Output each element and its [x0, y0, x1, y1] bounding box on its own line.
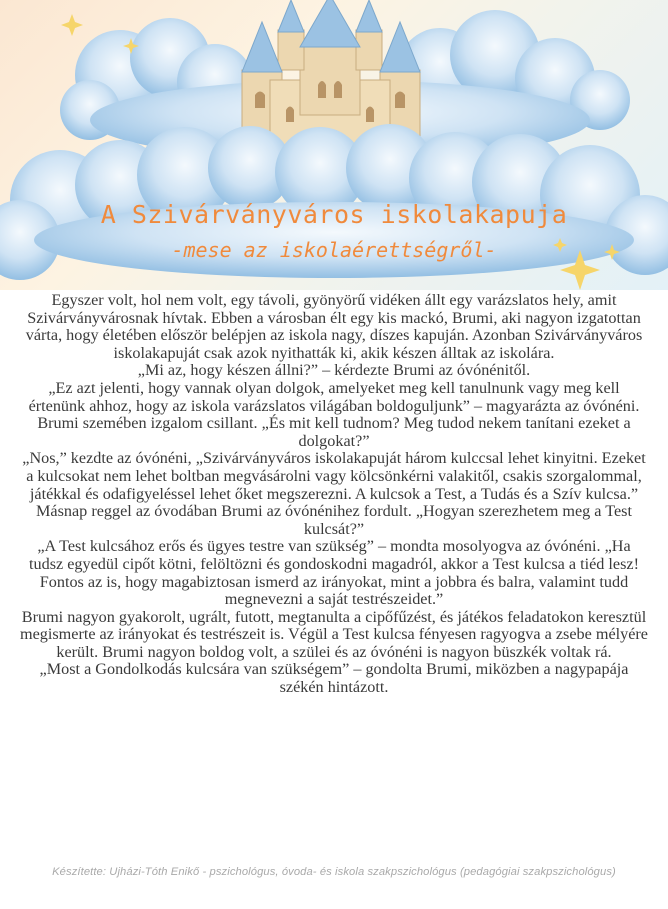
story-paragraph: Brumi nagyon gyakorolt, ugrált, futott, megtanulta a cipőfűzést, és játékos feladatokon keresztül megismerte az irányokat és testrészeit is. Végül a Test kulcsa fényesen ragyogva a zsebe mélyére került. Brumi nagyon boldog volt, a szülei és az óvónéni is nagyon büszkék voltak rá. [20, 607, 648, 661]
author-credit: Készítette: Ujházi-Tóth Enikő - pszichológus, óvoda- és iskola szakpszichológus (pedagógiai szakpszichológus) [52, 866, 616, 878]
story-paragraph: „Nos,” kezdte az óvónéni, „Szivárványváros iskolakapuját három kulccsal lehet kinyitni. Ezeket a kulcsokat nem lehet boltban megvásárolni vagy kölcsönkérni valakitől, csakis szorgalommal, játékkal és odafigyeléssel lehet őket megszerezni. A kulcsok a Test, a Tudás és a Szív kulcsa.” [22, 449, 646, 503]
story-paragraph: „Most a Gondolkodás kulcsára van szükségem” – gondolta Brumi, miközben a nagypapája székén hintázott. [39, 660, 629, 697]
story-paragraph: „Ez azt jelenti, hogy vannak olyan dolgok, amelyeket meg kell tanulnunk vagy meg kell értenünk ahhoz, hogy az iskola varázslatos világában boldoguljunk” – magyarázta az óvónéni. [28, 378, 640, 415]
story-body [20, 292, 648, 697]
story-paragraph: „A Test kulcsához erős és ügyes testre van szükség” – mondta mosolyogva az óvónéni. „Ha tudsz egyedül cipőt kötni, felöltözni és gondoskodni magadról, akkor a Test kulcsa a tiéd lesz! Fontos az is, hogy magabiztosan ismerd az irányokat, mint a jobbra és balra, valamint tudd megnevezni a saját testrészeidet.” [29, 537, 639, 609]
story-paragraph: Másnap reggel az óvodában Brumi az óvónénihez fordult. „Hogyan szerezhetem meg a Test kulcsát?” [36, 502, 632, 538]
story-paragraph: Egyszer volt, hol nem volt, egy távoli, gyönyörű vidéken állt egy varázslatos hely, amit Szivárványvárosnak hívtak. Ebben a városban élt egy kis mackó, Brumi, aki nagyon izgatottan várta, hogy életében először belépjen az iskola nagy, díszes kapuján. Azonban Szivárványváros iskolakapuját csak azok nyithatták ki, akik készen álltak az iskolára. [25, 291, 643, 362]
story-title: A Szivárványváros iskolakapuja [100, 200, 568, 229]
story-subtitle: -mese az iskolaérettségről- [171, 238, 497, 262]
story-paragraph: „Mi az, hogy készen állni?” – kérdezte Brumi az óvónénitől. [137, 361, 531, 380]
header-illustration [0, 0, 668, 290]
story-paragraph: Brumi szemében izgalom csillant. „És mit kell tudnom? Meg tudod nekem tanítani ezeket a dolgokat?” [37, 414, 631, 450]
